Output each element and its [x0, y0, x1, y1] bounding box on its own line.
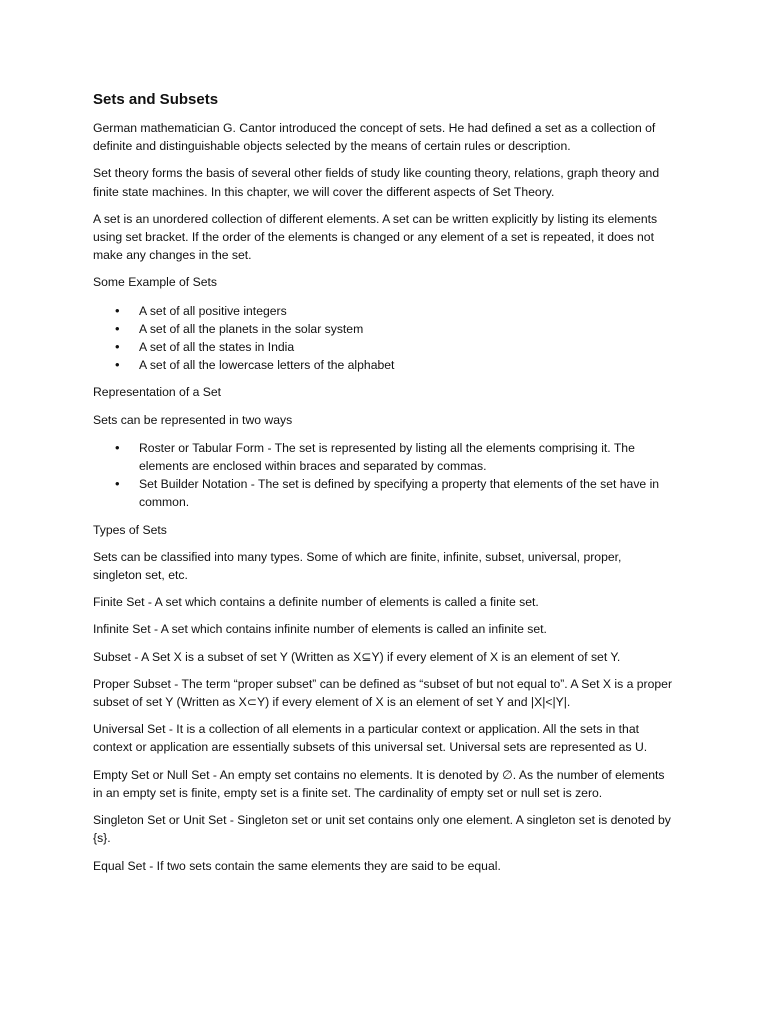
list-item: • Roster or Tabular Form - The set is represented by listing all the elements comprising it. The elements are enclosed within braces and separated by commas.	[93, 439, 673, 475]
list-item: • A set of all positive integers	[93, 302, 673, 320]
subset-definition: Subset - A Set X is a subset of set Y (Written as X⊆Y) if every element of X is an element of set Y.	[93, 649, 621, 664]
universal-set-definition: Universal Set - It is a collection of all elements in a particular context or application. All the sets in that context or application are essentially subsets of this universal set. Universal sets are represented as U.	[93, 722, 648, 755]
representation-heading: Representation of a Set	[93, 385, 222, 400]
empty-set-definition: Empty Set or Null Set - An empty set contains no elements. It is denoted by ∅. As the number of elements in an empty set is finite, empty set is a finite set. The cardinality of empty set or null set is zero.	[93, 767, 665, 800]
proper-subset-definition: Proper Subset - The term “proper subset” can be defined as “subset of but not equal to”. A Set X is a proper subset of set Y (Written as X⊂Y) if every element of X is an element of set Y and |X|<|Y|.	[93, 676, 673, 710]
types-intro: Sets can be classified into many types. Some of which are finite, infinite, subset, universal, proper, singleton set, etc.	[93, 549, 622, 583]
document-page	[93, 90, 673, 884]
representation-intro: Sets can be represented in two ways	[93, 412, 293, 427]
examples-list	[93, 302, 673, 375]
list-item: • A set of all the states in India	[93, 338, 673, 356]
paragraph-intro-3: A set is an unordered collection of different elements. A set can be written explicitly by listing its elements using set bracket. If the order of the elements is changed or any element of a set is repeated, it does not make any changes in the set.	[93, 211, 658, 263]
infinite-set-definition: Infinite Set - A set which contains infinite number of elements is called an infinite set.	[93, 622, 547, 637]
page-title: Sets and Subsets	[93, 91, 219, 108]
singleton-set-definition: Singleton Set or Unit Set - Singleton set or unit set contains only one element. A singleton set is denoted by {s}.	[93, 813, 671, 846]
list-item: • A set of all the planets in the solar system	[93, 320, 673, 338]
examples-heading: Some Example of Sets	[93, 275, 217, 290]
list-item: • A set of all the lowercase letters of the alphabet	[93, 356, 673, 374]
paragraph-intro-1: German mathematician G. Cantor introduced the concept of sets. He had defined a set as a collection of definite and distinguishable objects selected by the means of certain rules or description.	[93, 121, 656, 154]
representation-list	[93, 439, 673, 512]
types-heading: Types of Sets	[93, 522, 167, 537]
equal-set-definition: Equal Set - If two sets contain the same elements they are said to be equal.	[93, 858, 501, 873]
paragraph-intro-2: Set theory forms the basis of several other fields of study like counting theory, relations, graph theory and finite state machines. In this chapter, we will cover the different aspects of Set Theory.	[93, 166, 660, 199]
list-item: • Set Builder Notation - The set is defined by specifying a property that elements of the set have in common.	[93, 475, 673, 511]
finite-set-definition: Finite Set - A set which contains a definite number of elements is called a finite set.	[93, 595, 539, 610]
